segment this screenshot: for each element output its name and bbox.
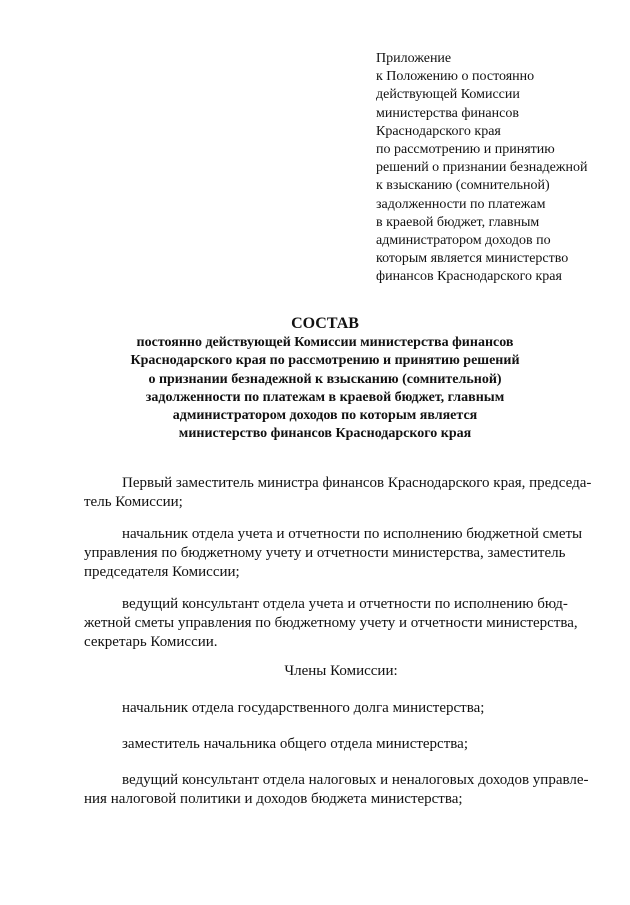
title-line: Краснодарского края по рассмотрению и принятию решений bbox=[130, 353, 520, 369]
paragraph-line: тель Комиссии; bbox=[84, 494, 183, 510]
members-heading: Члены Комиссии: bbox=[284, 663, 398, 679]
appendix-line: решений о признании безнадежной bbox=[376, 160, 588, 176]
title-line: о признании безнадежной к взысканию (сомнительной) bbox=[148, 371, 502, 387]
paragraph-line: начальник отдела государственного долга министерства; bbox=[122, 700, 485, 716]
paragraph-line: жетной сметы управления по бюджетному учету и отчетности министерства, bbox=[84, 615, 578, 631]
title-line: задолженности по платежам в краевой бюджет, главным bbox=[145, 389, 505, 405]
appendix-line: министерства финансов bbox=[376, 105, 519, 121]
appendix-line: в краевой бюджет, главным bbox=[376, 214, 540, 230]
appendix-line: по рассмотрению и принятию bbox=[376, 142, 555, 158]
member-entry bbox=[84, 699, 614, 718]
paragraph-line: Первый заместитель министра финансов Краснодарского края, председа- bbox=[122, 475, 592, 491]
appendix-line: действующей Комиссии bbox=[376, 87, 520, 103]
appendix-line: финансов Краснодарского края bbox=[376, 269, 562, 285]
paragraph-line: секретарь Комиссии. bbox=[84, 634, 218, 650]
document-title bbox=[95, 314, 555, 444]
member-entry bbox=[84, 771, 614, 809]
deputy-chairman-entry bbox=[84, 525, 614, 582]
appendix-line: к взысканию (сомнительной) bbox=[376, 178, 550, 194]
paragraph-line: заместитель начальника общего отдела министерства; bbox=[122, 736, 468, 752]
appendix-line: администратором доходов по bbox=[376, 233, 551, 249]
paragraph-line: председателя Комиссии; bbox=[84, 564, 240, 580]
appendix-line: задолженности по платежам bbox=[376, 196, 546, 212]
paragraph-line: управления по бюджетному учету и отчетности министерства, заместитель bbox=[84, 545, 566, 561]
title-line: администратором доходов по которым является bbox=[172, 408, 478, 424]
title-line: постоянно действующей Комиссии министерства финансов bbox=[136, 335, 514, 350]
paragraph-line: начальник отдела учета и отчетности по исполнению бюджетной сметы bbox=[122, 526, 583, 542]
appendix-line: которым является министерство bbox=[376, 251, 569, 267]
title-heading: СОСТАВ bbox=[291, 315, 359, 332]
chairman-entry bbox=[84, 474, 614, 512]
member-entry bbox=[84, 735, 614, 754]
title-line: министерство финансов Краснодарского края bbox=[178, 426, 472, 442]
secretary-entry bbox=[84, 595, 614, 652]
appendix-line: Приложение bbox=[376, 51, 452, 66]
paragraph-line: ведущий консультант отдела учета и отчетности по исполнению бюд- bbox=[122, 596, 568, 612]
appendix-line: к Положению о постоянно bbox=[376, 69, 535, 85]
paragraph-line: ния налоговой политики и доходов бюджета министерства; bbox=[84, 791, 463, 807]
appendix-note bbox=[376, 50, 621, 287]
appendix-line: Краснодарского края bbox=[376, 123, 501, 139]
paragraph-line: ведущий консультант отдела налоговых и неналоговых доходов управле- bbox=[122, 772, 589, 788]
